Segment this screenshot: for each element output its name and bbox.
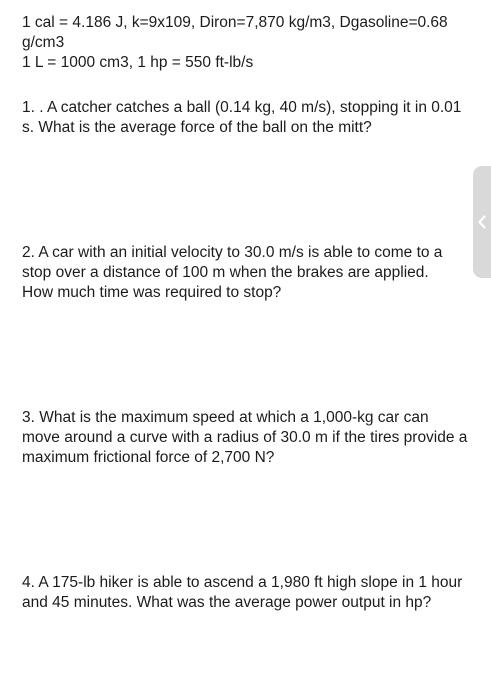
question-line: How much time was required to stop? <box>22 284 282 301</box>
question-line: 4. A 175-lb hiker is able to ascend a 1,980 ft high slope in 1 hour <box>22 574 463 591</box>
question-line: move around a curve with a radius of 30.0 m if the tires provide a <box>22 429 468 446</box>
question-3 <box>22 408 482 468</box>
question-2 <box>22 243 482 303</box>
side-panel-tab[interactable] <box>473 166 491 278</box>
question-4 <box>22 573 482 613</box>
question-line: 2. A car with an initial velocity to 30.0 m/s is able to come to a <box>22 244 443 261</box>
constants-block <box>22 13 482 73</box>
question-line: maximum frictional force of 2,700 N? <box>22 449 275 466</box>
question-1 <box>22 98 482 138</box>
question-line: stop over a distance of 100 m when the brakes are applied. <box>22 264 429 281</box>
constants-line: 1 cal = 4.186 J, k=9x109, Diron=7,870 kg/m3, Dgasoline=0.68 <box>22 14 448 31</box>
question-line: and 45 minutes. What was the average power output in hp? <box>22 594 432 611</box>
constants-line: 1 L = 1000 cm3, 1 hp = 550 ft-lb/s <box>22 54 254 71</box>
chevron-left-icon <box>478 215 486 229</box>
question-line: 1. . A catcher catches a ball (0.14 kg, 40 m/s), stopping it in 0.01 <box>22 99 462 116</box>
question-line: 3. What is the maximum speed at which a 1,000-kg car can <box>22 409 429 426</box>
constants-line: g/cm3 <box>22 34 65 51</box>
question-line: s. What is the average force of the ball on the mitt? <box>22 119 372 136</box>
